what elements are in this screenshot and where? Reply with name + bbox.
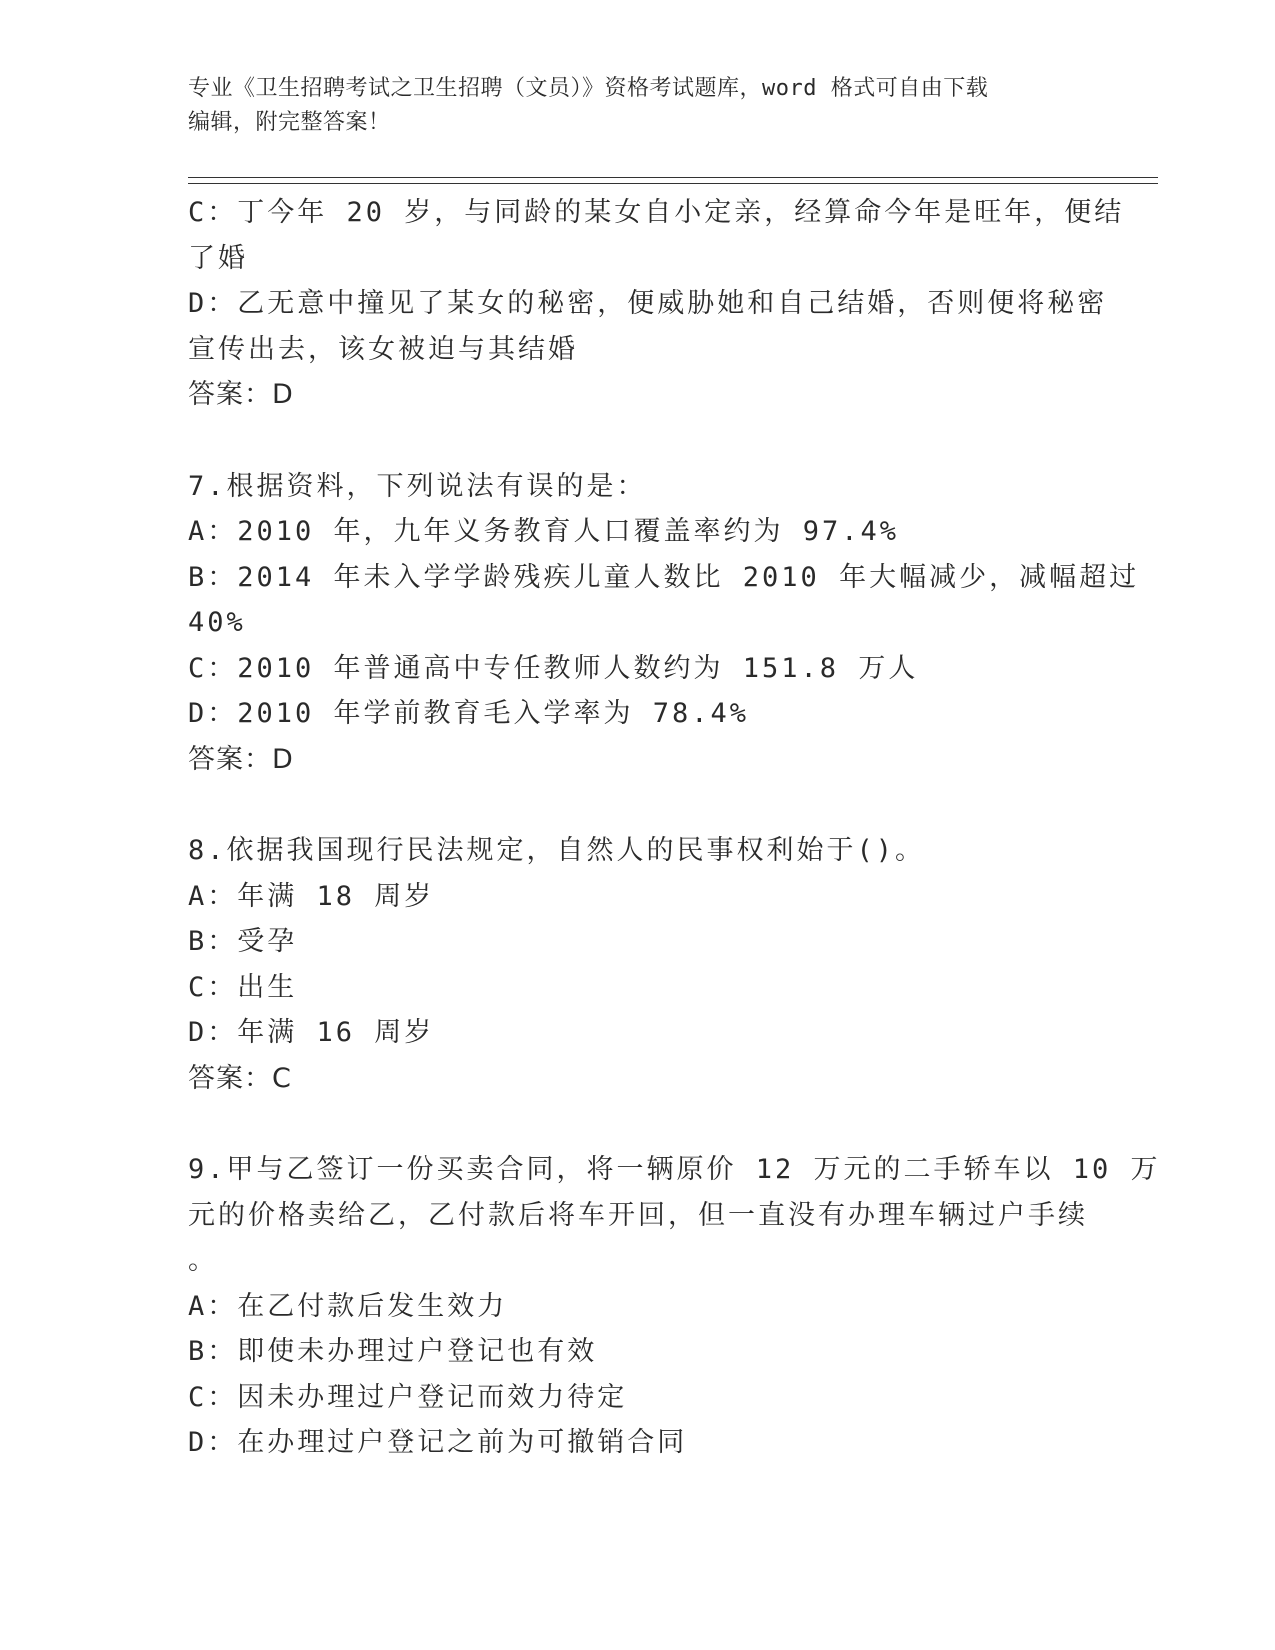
option-a: A：年满 18 周岁 <box>188 880 435 912</box>
option-b: B：受孕 <box>188 926 298 957</box>
question-stem-line-3: 。 <box>188 1245 218 1276</box>
answer-line: 答案：D <box>188 379 294 410</box>
option-d: D：年满 16 周岁 <box>188 1017 435 1048</box>
option-d: D：在办理过户登记之前为可撤销合同 <box>188 1427 688 1458</box>
header-line-1: 专业《卫生招聘考试之卫生招聘（文员）》资格考试题库，word 格式可自由下载 <box>188 76 989 101</box>
option-c-line-1: C：丁今年 20 岁，与同龄的某女自小定亲，经算命今年是旺年，便结 <box>188 197 1125 228</box>
question-stem: 8.依据我国现行民法规定，自然人的民事权利始于()。 <box>188 835 926 866</box>
option-b-line-2: 40% <box>188 607 246 638</box>
option-c: C：因未办理过户登记而效力待定 <box>188 1381 628 1413</box>
header-rule-top <box>188 177 1158 178</box>
option-a: A：2010 年，九年义务教育人口覆盖率约为 97.4% <box>188 516 900 547</box>
page-header <box>188 72 1068 140</box>
header-rule-bottom <box>188 183 1158 184</box>
question-stem-line-1: 9.甲与乙签订一份买卖合同，将一辆原价 12 万元的二手轿车以 10 万 <box>188 1154 1161 1185</box>
spacer <box>188 782 1078 828</box>
option-b: B：即使未办理过户登记也有效 <box>188 1336 598 1367</box>
option-d-line-2: 宣传出去，该女被迫与其结婚 <box>188 333 578 365</box>
question-block <box>188 190 1125 418</box>
question-block <box>188 464 1140 783</box>
option-d: D：2010 年学前教育毛入学率为 78.4% <box>188 698 750 729</box>
option-b-line-1: B：2014 年未入学学龄残疾儿童人数比 2010 年大幅减少，减幅超过 <box>188 561 1140 593</box>
question-stem: 7.根据资料，下列说法有误的是： <box>188 470 647 502</box>
answer-line: 答案：D <box>188 743 294 775</box>
question-content <box>188 190 1161 1466</box>
spacer <box>188 1101 1078 1147</box>
option-a: A：在乙付款后发生效力 <box>188 1290 508 1322</box>
question-block <box>188 828 1078 1101</box>
option-d-line-1: D：乙无意中撞见了某女的秘密，便威胁她和自己结婚，否则便将秘密 <box>188 288 1108 319</box>
spacer <box>188 418 1078 464</box>
header-line-2: 编辑，附完整答案！ <box>188 110 391 135</box>
question-block <box>188 1147 1161 1466</box>
option-c-line-2: 了婚 <box>188 242 248 274</box>
option-c: C：2010 年普通高中专任教师人数约为 151.8 万人 <box>188 652 919 684</box>
option-c: C：出生 <box>188 971 298 1003</box>
question-stem-line-2: 元的价格卖给乙，乙付款后将车开回，但一直没有办理车辆过户手续 <box>188 1199 1088 1231</box>
answer-line: 答案：C <box>188 1062 292 1094</box>
